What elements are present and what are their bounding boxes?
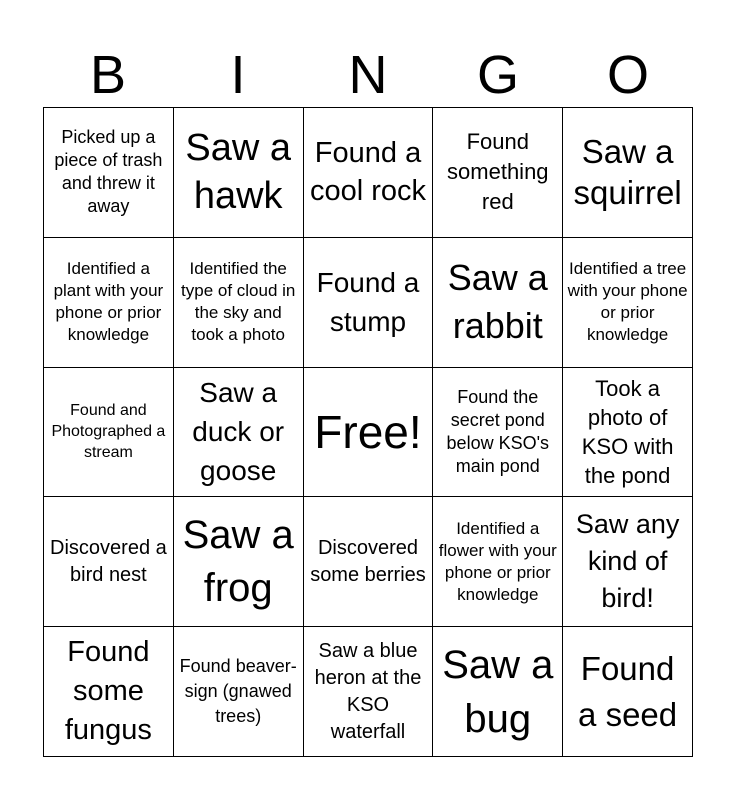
header-letter-i: I [230,45,246,105]
bingo-header [43,44,693,106]
bingo-cell[interactable] [44,238,174,368]
cell-text: Found some fungus [64,636,152,747]
cell-text: Discovered a bird nest [50,536,167,586]
cell-text: Identified the type of cloud in the sky and took a photo [181,259,296,345]
cell-text: Discovered some berries [310,536,426,586]
cell-text: Found beaver-sign (gnawed trees) [179,656,297,727]
bingo-cell[interactable] [563,627,693,757]
free-space[interactable] [304,368,434,498]
bingo-cell[interactable] [433,238,563,368]
bingo-cell[interactable] [304,627,434,757]
bingo-cell[interactable] [563,497,693,627]
header-letter-g: G [476,45,519,105]
bingo-cell[interactable] [433,497,563,627]
bingo-cell[interactable] [44,497,174,627]
cell-text: Identified a flower with your phone or prior knowledge [438,518,557,604]
bingo-cell[interactable] [174,627,304,757]
cell-text: Saw a rabbit [447,257,548,347]
header-letter-o: O [606,45,649,105]
bingo-cell[interactable] [563,368,693,498]
bingo-cell[interactable] [304,497,434,627]
bingo-cell[interactable] [433,368,563,498]
cell-text: Saw a frog [182,512,294,610]
cell-text: Took a photo of KSO with the pond [581,375,674,488]
cell-text: Saw a squirrel [573,133,682,212]
cell-text: Identified a plant with your phone or prior knowledge [53,259,164,345]
bingo-cell[interactable] [44,368,174,498]
header-letter-n: N [348,45,388,105]
cell-text: Saw a blue heron at the KSO waterfall [314,639,422,743]
cell-text: Saw a duck or goose [192,377,285,487]
cell-text: Saw a hawk [185,127,291,218]
cell-text: Saw any kind of bird! [575,509,680,614]
bingo-cell[interactable] [174,497,304,627]
bingo-cell[interactable] [433,108,563,238]
cell-text: Identified a tree with your phone or prior knowledge [567,259,688,345]
bingo-cell[interactable] [174,238,304,368]
cell-text: Found a cool rock [309,137,427,208]
cell-text: Picked up a piece of trash and threw it away [54,127,163,217]
bingo-cell[interactable] [304,108,434,238]
cell-text: Found something red [447,129,549,215]
cell-text: Found a seed [578,649,678,733]
bingo-cell[interactable] [563,108,693,238]
header-letter-b: B [89,45,127,105]
bingo-cell[interactable] [44,627,174,757]
cell-text: Free! [314,405,422,458]
bingo-cell[interactable] [304,238,434,368]
cell-text: Saw a bug [442,642,554,741]
cell-text: Found and Photographed a stream [51,402,166,462]
bingo-grid [43,107,693,757]
cell-text: Found a stump [316,267,420,338]
bingo-cell[interactable] [44,108,174,238]
cell-text: Found the secret pond below KSO's main pond [446,386,550,476]
bingo-cell[interactable] [563,238,693,368]
bingo-cell[interactable] [174,368,304,498]
bingo-cell[interactable] [433,627,563,757]
bingo-cell[interactable] [174,108,304,238]
